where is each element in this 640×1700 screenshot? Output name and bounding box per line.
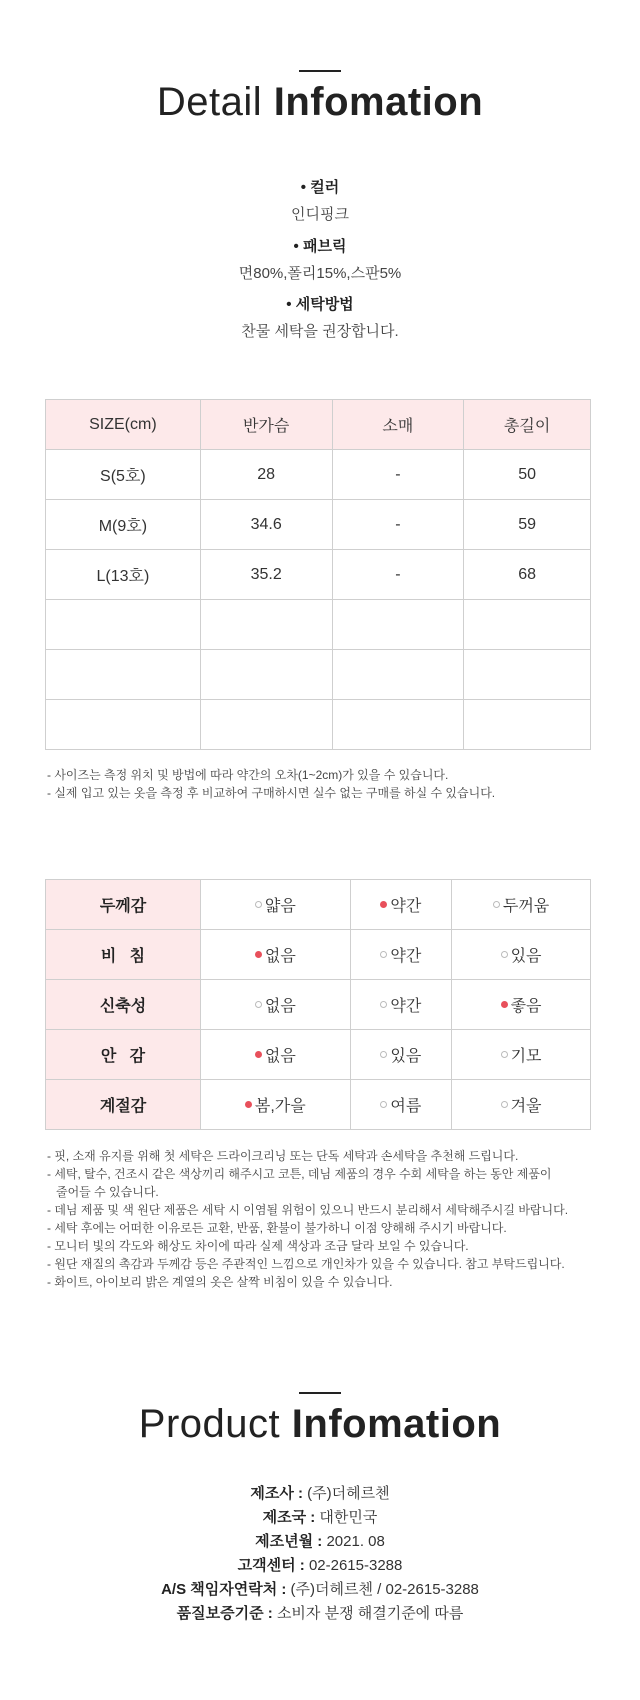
feel-table: [45, 879, 591, 1130]
note-line: - 모니터 빛의 각도와 해상도 차이에 따라 실제 색상과 조금 달라 보일 수 있습니다.: [47, 1239, 469, 1253]
feel-option-label: 약간: [390, 948, 422, 965]
detail-value: 인디핑크: [291, 206, 349, 223]
size-cell: [46, 700, 201, 750]
feel-option: [201, 1080, 351, 1130]
radio-dot-icon: [493, 901, 500, 908]
size-cell: [332, 600, 464, 650]
product-title-bold: Infomation: [291, 1402, 502, 1446]
size-cell: -: [332, 500, 464, 550]
feel-row-season: [46, 1080, 591, 1130]
feel-option: [201, 930, 351, 980]
feel-option-label: 있음: [390, 1048, 422, 1065]
product-info-line: [0, 1578, 640, 1599]
radio-dot-icon: [380, 1001, 387, 1008]
feel-option: [201, 880, 351, 930]
size-cell: 68: [464, 550, 591, 600]
product-info-line: [0, 1482, 640, 1503]
detail-item-fabric: [0, 235, 640, 283]
size-cell: -: [332, 550, 464, 600]
size-table-header: [46, 400, 591, 450]
feel-option: [350, 880, 451, 930]
size-cell: 34.6: [200, 500, 332, 550]
table-row: [46, 550, 591, 600]
radio-dot-selected-icon: [380, 901, 387, 908]
product-info-key: 제조국 :: [262, 1509, 316, 1526]
detail-label: • 세탁방법: [286, 296, 354, 313]
note-line: - 핏, 소재 유지를 위해 첫 세탁은 드라이크리닝 또는 단독 세탁과 손세탁을 추천해 드립니다.: [47, 1149, 519, 1163]
feel-option: [201, 980, 351, 1030]
detail-title-bold: Infomation: [273, 80, 484, 124]
feel-row-label: 안 감: [46, 1030, 201, 1080]
size-cell: M(9호): [46, 500, 201, 550]
note-line: - 실제 입고 있는 옷을 측정 후 비교하여 구매하시면 실수 없는 구매를 하실 수 있습니다.: [47, 786, 496, 800]
product-info-value: 소비자 분쟁 해결기준에 따름: [276, 1605, 464, 1622]
size-cell: S(5호): [46, 450, 201, 500]
size-cell: [332, 700, 464, 750]
section-divider-top: [299, 70, 341, 72]
product-info-line: [0, 1554, 640, 1575]
size-header-cell: 소매: [332, 400, 464, 450]
feel-row-lining: [46, 1030, 591, 1080]
radio-dot-icon: [501, 1101, 508, 1108]
size-cell: [200, 650, 332, 700]
product-info-value: (주)더헤르첸 / 02-2615-3288: [290, 1581, 479, 1598]
feel-row-label: 계절감: [46, 1080, 201, 1130]
size-header-cell: 반가슴: [200, 400, 332, 450]
note-line: - 세탁, 탈수, 건조시 같은 색상끼리 해주시고 코튼, 데님 제품의 경우 수회 세탁을 하는 동안 제품이: [47, 1167, 552, 1181]
product-info-value: 대한민국: [319, 1509, 378, 1526]
size-header-cell: SIZE(cm): [46, 400, 201, 450]
size-cell: [464, 600, 591, 650]
product-info-value: (주)더헤르첸: [307, 1485, 390, 1502]
product-title-light: Product: [138, 1402, 281, 1446]
feel-option-label: 약간: [390, 898, 422, 915]
feel-option-label: 겨울: [510, 1098, 542, 1115]
radio-dot-selected-icon: [245, 1101, 252, 1108]
size-cell: [200, 600, 332, 650]
feel-option-label: 없음: [264, 1048, 296, 1065]
detail-value: 면80%,폴리15%,스판5%: [238, 265, 402, 282]
feel-option-label: 좋음: [510, 998, 542, 1015]
size-cell: 59: [464, 500, 591, 550]
feel-row-thickness: [46, 880, 591, 930]
note-line: - 사이즈는 측정 위치 및 방법에 따라 약간의 오차(1~2cm)가 있을 수 있습니다.: [47, 768, 449, 782]
detail-label: • 컬러: [300, 179, 340, 196]
feel-row-label: 신축성: [46, 980, 201, 1030]
table-row: [46, 500, 591, 550]
feel-option: [201, 1030, 351, 1080]
radio-dot-selected-icon: [255, 951, 262, 958]
feel-row-label: 두께감: [46, 880, 201, 930]
product-info-value: 02-2615-3288: [308, 1557, 403, 1574]
radio-dot-selected-icon: [255, 1051, 262, 1058]
feel-option: [350, 1030, 451, 1080]
radio-dot-icon: [380, 1051, 387, 1058]
radio-dot-icon: [255, 901, 262, 908]
product-title: [0, 1402, 640, 1447]
size-cell: [332, 650, 464, 700]
detail-item-color: [0, 176, 640, 224]
product-info-key: 제조사 :: [250, 1485, 303, 1502]
detail-item-wash: [0, 293, 640, 341]
detail-label: • 패브릭: [293, 238, 347, 255]
radio-dot-icon: [380, 1101, 387, 1108]
product-info-key: 고객센터 :: [237, 1557, 305, 1574]
feel-option-label: 약간: [390, 998, 422, 1015]
feel-option: [452, 930, 591, 980]
size-cell: 35.2: [200, 550, 332, 600]
size-cell: [464, 700, 591, 750]
note-line: - 원단 재질의 촉감과 두께감 등은 주관적인 느낌으로 개인차가 있을 수 있습니다. 참고 부탁드립니다.: [47, 1257, 565, 1271]
product-info-key: 제조년월 :: [255, 1533, 323, 1550]
size-cell: [46, 600, 201, 650]
feel-option-label: 두꺼움: [502, 898, 550, 915]
radio-dot-icon: [501, 1051, 508, 1058]
size-notes: [47, 766, 495, 802]
product-info-line: [0, 1506, 640, 1527]
size-cell: 28: [200, 450, 332, 500]
product-info-line: [0, 1530, 640, 1551]
detail-value: 찬물 세탁을 권장합니다.: [241, 323, 399, 340]
size-table: [45, 399, 591, 750]
feel-option-label: 있음: [510, 948, 542, 965]
section-divider-bottom: [299, 1392, 341, 1394]
size-header-cell: 총길이: [464, 400, 591, 450]
feel-option: [350, 980, 451, 1030]
radio-dot-icon: [501, 951, 508, 958]
size-cell: [46, 650, 201, 700]
feel-option: [452, 1030, 591, 1080]
feel-row-stretch: [46, 980, 591, 1030]
size-cell: 50: [464, 450, 591, 500]
feel-option-label: 얇음: [264, 898, 296, 915]
feel-option-label: 기모: [510, 1048, 542, 1065]
feel-option-label: 여름: [390, 1098, 422, 1115]
feel-option: [452, 980, 591, 1030]
table-row: [46, 650, 591, 700]
note-line: 줄어들 수 있습니다.: [56, 1185, 159, 1199]
table-row: [46, 450, 591, 500]
radio-dot-selected-icon: [501, 1001, 508, 1008]
detail-title: [0, 80, 640, 125]
radio-dot-icon: [255, 1001, 262, 1008]
size-cell: L(13호): [46, 550, 201, 600]
product-info-key: 품질보증기준 :: [176, 1605, 273, 1622]
table-row: [46, 600, 591, 650]
note-line: - 화이트, 아이보리 밝은 계열의 옷은 살짝 비침이 있을 수 있습니다.: [47, 1275, 393, 1289]
care-notes: [47, 1147, 568, 1291]
note-line: - 데님 제품 및 색 원단 제품은 세탁 시 이염될 위험이 있으니 반드시 분리해서 세탁해주시길 바랍니다.: [47, 1203, 569, 1217]
size-cell: [200, 700, 332, 750]
detail-title-light: Detail: [156, 80, 263, 124]
feel-row-label: 비 침: [46, 930, 201, 980]
radio-dot-icon: [380, 951, 387, 958]
size-cell: [464, 650, 591, 700]
table-row: [46, 700, 591, 750]
feel-option: [452, 1080, 591, 1130]
feel-option: [350, 930, 451, 980]
feel-option: [452, 880, 591, 930]
note-line: - 세탁 후에는 어떠한 이유로든 교환, 반품, 환불이 불가하니 이점 양해해 주시기 바랍니다.: [47, 1221, 507, 1235]
product-info-line: [0, 1602, 640, 1623]
feel-option-label: 봄,가을: [254, 1098, 306, 1115]
feel-option: [350, 1080, 451, 1130]
product-info-key: A/S 책임자연락처 :: [161, 1581, 287, 1598]
product-info-value: 2021. 08: [326, 1533, 385, 1550]
feel-row-sheer: [46, 930, 591, 980]
feel-option-label: 없음: [264, 948, 296, 965]
feel-option-label: 없음: [264, 998, 296, 1015]
size-cell: -: [332, 450, 464, 500]
